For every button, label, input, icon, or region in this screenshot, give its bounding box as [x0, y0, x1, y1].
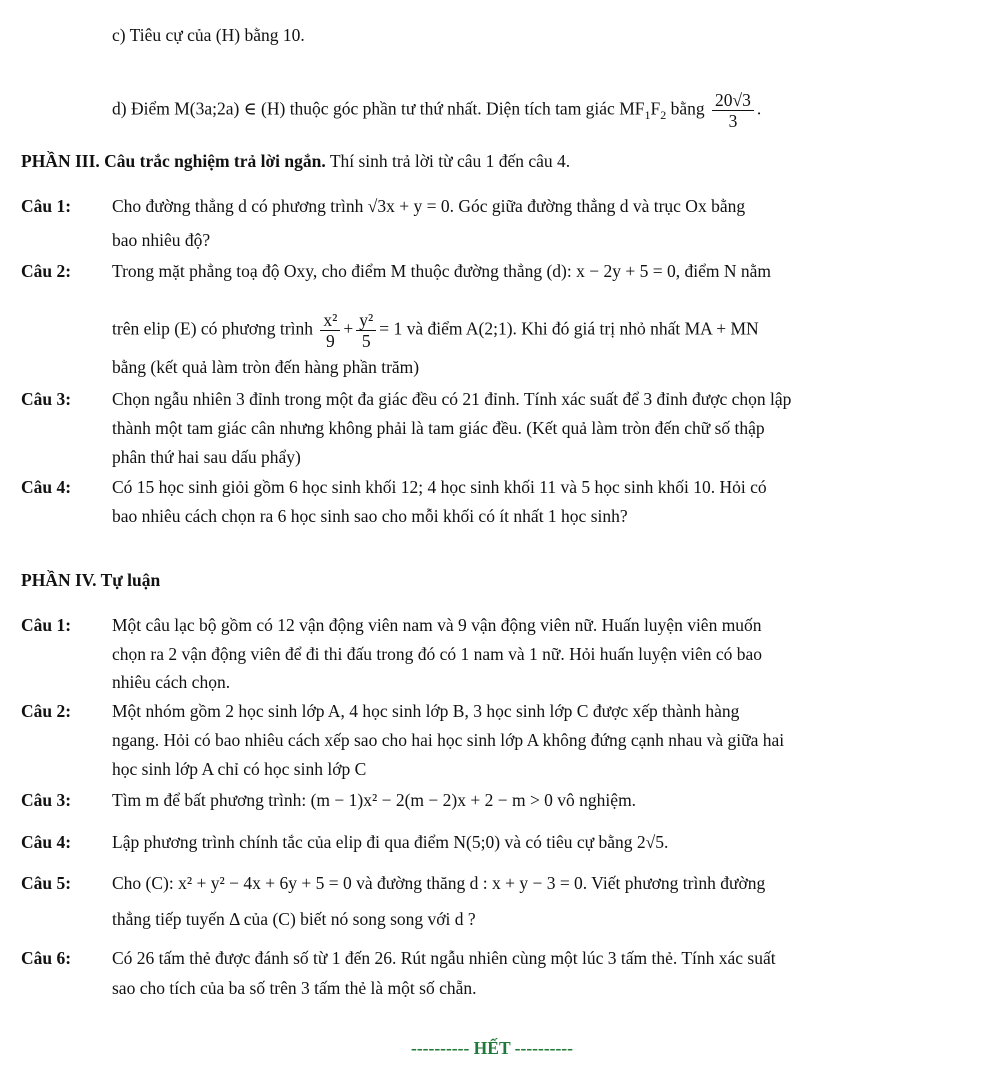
part2-item-d: d) Điểm M(3a;2a) ∈ (H) thuộc góc phần tư thứ nhất. Diện tích tam giác $MF_1F_2$ bằng $\frac{20√3}{3}$ . — [112, 90, 762, 131]
part3-q3-label: Câu 3: — [21, 389, 72, 409]
ellipse-frac-x: $\frac{\text{x²}}{9}$ — [320, 310, 340, 351]
part3-q3-line3: phân thứ hai sau dấu phẩy) — [112, 447, 301, 467]
ellipse-frac-y: $\frac{\text{y²}}{5}$ — [356, 310, 376, 351]
part4-q1-label: Câu 1: — [21, 615, 72, 635]
part4-q5-line2: thẳng tiếp tuyến Δ của (C) biết nó song song với d ? — [112, 909, 476, 929]
part3-q2-line3: bằng (kết quả làm tròn đến hàng phần trăm) — [112, 357, 420, 377]
part4-q2-label: Câu 2: — [21, 701, 72, 721]
end-marker: ---------- HẾT ---------- — [411, 1038, 573, 1058]
part3-q2-label: Câu 2: — [21, 261, 72, 281]
part3-q4-label: Câu 4: — [21, 477, 72, 497]
part3-q4-line2: bao nhiêu cách chọn ra 6 học sinh sao cho mỗi khối có ít nhất 1 học sinh? — [112, 506, 628, 526]
part4-q1-line2: chọn ra 2 vận động viên để đi thi đấu trong đó có 1 nam và 1 nữ. Hỏi huấn luyện viên có bao — [112, 644, 763, 664]
part3-q1-line1: Cho đường thẳng d có phương trình √3x + y = 0. Góc giữa đường thẳng d và trục Ox bằng — [112, 196, 746, 216]
part3-q3-line1: Chọn ngẫu nhiên 3 đỉnh trong một đa giác đều có 21 đỉnh. Tính xác suất để 3 đỉnh được chọn lập — [112, 389, 792, 409]
part4-q5-label: Câu 5: — [21, 873, 72, 893]
part2-item-d-text-mid: bằng — [666, 98, 710, 119]
part4-heading: PHẦN IV. Tự luận — [21, 570, 161, 590]
part2-item-d-text: d) Điểm M(3a;2a) ∈ (H) thuộc góc phần tư thứ nhất. Diện tích tam giác MF — [112, 98, 645, 119]
part4-q2-line3: học sinh lớp A chỉ có học sinh lớp C — [112, 759, 367, 779]
part4-q3-label: Câu 3: — [21, 790, 72, 810]
area-fraction: $\frac{20√3}{3}$ — [712, 90, 754, 131]
part4-q1-line3: nhiêu cách chọn. — [112, 672, 231, 692]
part4-q4-line1: Lập phương trình chính tắc của elip đi qua điểm N(5;0) và có tiêu cự bằng 2√5. — [112, 832, 669, 852]
part3-q1-label: Câu 1: — [21, 196, 72, 216]
part4-q5-line1: Cho (C): x² + y² − 4x + 6y + 5 = 0 và đường thăng d : x + y − 3 = 0. Viết phương trình đường — [112, 873, 766, 893]
part4-q3-line1: Tìm m để bất phương trình: (m − 1)x² − 2(m − 2)x + 2 − m > 0 vô nghiệm. — [112, 790, 637, 810]
part3-q4-line1: Có 15 học sinh giỏi gồm 6 học sinh khối 12; 4 học sinh khối 11 và 5 học sinh khối 10. Hỏi có — [112, 477, 767, 497]
part4-q1-line1: Một câu lạc bộ gồm có 12 vận động viên nam và 9 vận động viên nữ. Huấn luyện viên muốn — [112, 615, 762, 635]
part3-heading: PHẦN III. Câu trắc nghiệm trả lời ngắn. Thí sinh trả lời từ câu 1 đến câu 4. — [21, 151, 571, 171]
part3-q3-line2: thành một tam giác cân nhưng không phải là tam giác đều. (Kết quả làm tròn đến chữ số thập — [112, 418, 765, 438]
part4-q6-label: Câu 6: — [21, 948, 72, 968]
part4-q2-line1: Một nhóm gồm 2 học sinh lớp A, 4 học sinh lớp B, 3 học sinh lớp C được xếp thành hàng — [112, 701, 740, 721]
part3-q1-line2: bao nhiêu độ? — [112, 230, 211, 250]
part4-q6-line1: Có 26 tấm thẻ được đánh số từ 1 đến 26. Rút ngẫu nhiên cùng một lúc 3 tấm thẻ. Tính xác suất — [112, 948, 776, 968]
part3-q2-line2: trên elip (E) có phương trình $\frac{\text{x²}}{9}$ + $\frac{\text{y²}}{5}$ = 1 và điểm A(2;1). Khi đó giá trị nhỏ nhất MA + MN — [112, 310, 759, 351]
part4-q6-line2: sao cho tích của ba số trên 3 tấm thẻ là một số chẵn. — [112, 978, 477, 998]
part4-q4-label: Câu 4: — [21, 832, 72, 852]
part3-q2-line1: Trong mặt phẳng toạ độ Oxy, cho điểm M thuộc đường thẳng (d): x − 2y + 5 = 0, điểm N nằm — [112, 261, 771, 281]
part2-item-c: c) Tiêu cự của (H) bằng 10. — [112, 25, 305, 45]
part4-q2-line2: ngang. Hỏi có bao nhiêu cách xếp sao cho hai học sinh lớp A không đứng cạnh nhau và giữa hai — [112, 730, 785, 750]
